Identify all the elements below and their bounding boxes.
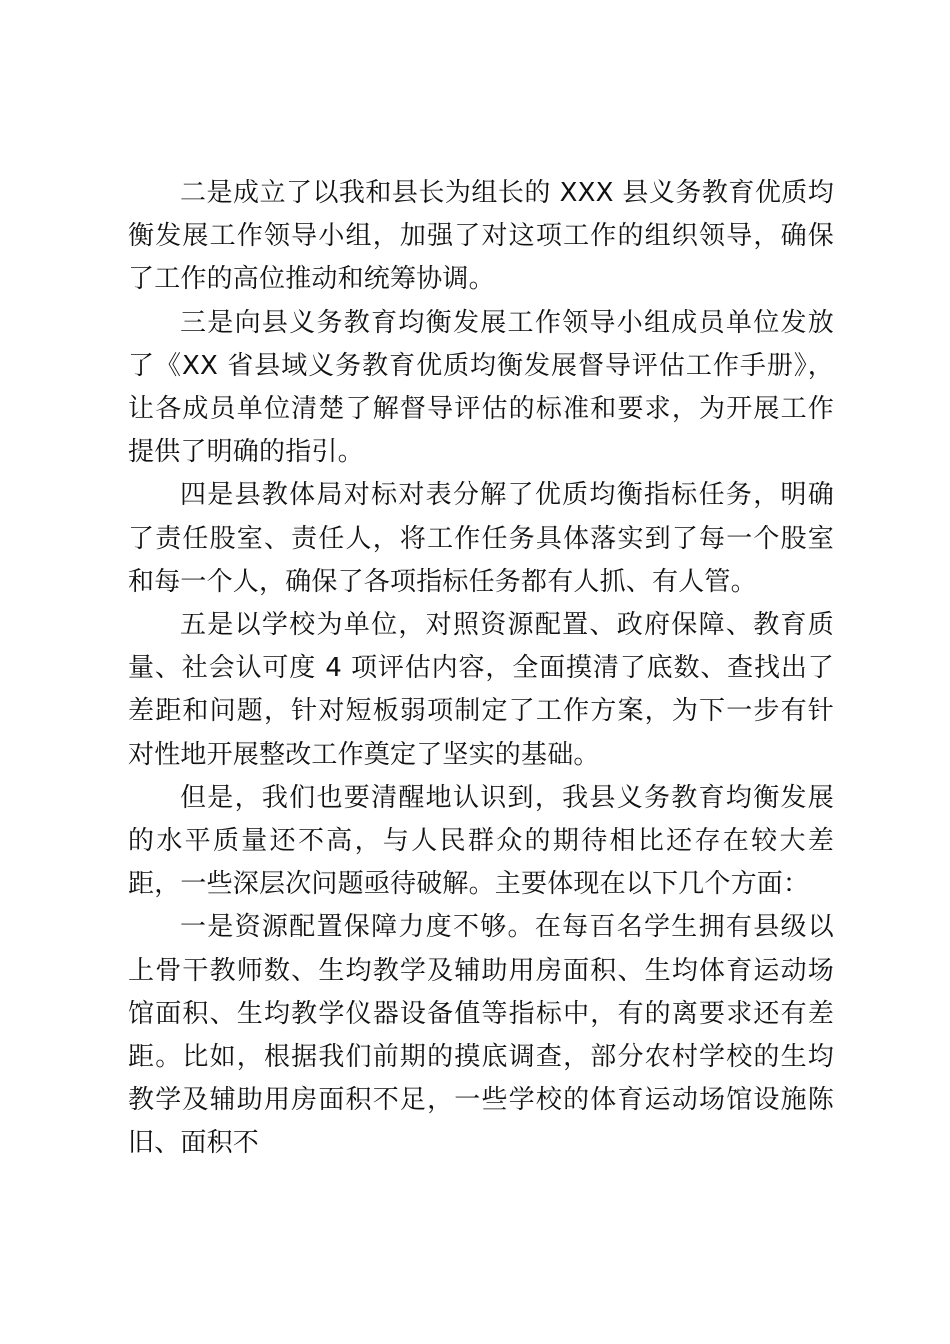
paragraph-2: 二是成立了以我和县长为组长的 XXX 县义务教育优质均衡发展工作领导小组，加强了对这项工作的组织领导，确保了工作的高位推动和统筹协调。 [128,178,834,295]
paragraph-4: 四是县教体局对标对表分解了优质均衡指标任务，明确了责任股室、责任人，将工作任务具体落实到了每一个股室和每一个人，确保了各项指标任务都有人抓、有人管。 [128,480,834,597]
paragraph-however: 但是，我们也要清醒地认识到，我县义务教育均衡发展的水平质量还不高，与人民群众的期待相比还存在较大差距，一些深层次问题亟待破解。主要体现在以下几个方面： [128,782,834,900]
paragraph-3: 三是向县义务教育均衡发展工作领导小组成员单位发放了《XX 省县域义务教育优质均衡发展督导评估工作手册》，让各成员单位清楚了解督导评估的标准和要求，为开展工作提供了明确的指引。 [128,307,834,468]
paragraph-issue-1: 一是资源配置保障力度不够。在每百名学生拥有县级以上骨干教师数、生均教学及辅助用房面积、生均体育运动场馆面积、生均教学仪器设备值等指标中，有的离要求还有差距。比如，根据我们前期的摸底调查，部分农村学校的生均教学及辅助用房面积不足，一些学校的体育运动场馆设施陈旧、面积不 [128,912,834,1159]
paragraph-5: 五是以学校为单位，对照资源配置、政府保障、教育质量、社会认可度 4 项评估内容，全面摸清了底数、查找出了差距和问题，针对短板弱项制定了工作方案，为下一步有针对性地开展整改工作奠定了坚实的基础。 [128,610,834,770]
document-body [128,172,834,1166]
